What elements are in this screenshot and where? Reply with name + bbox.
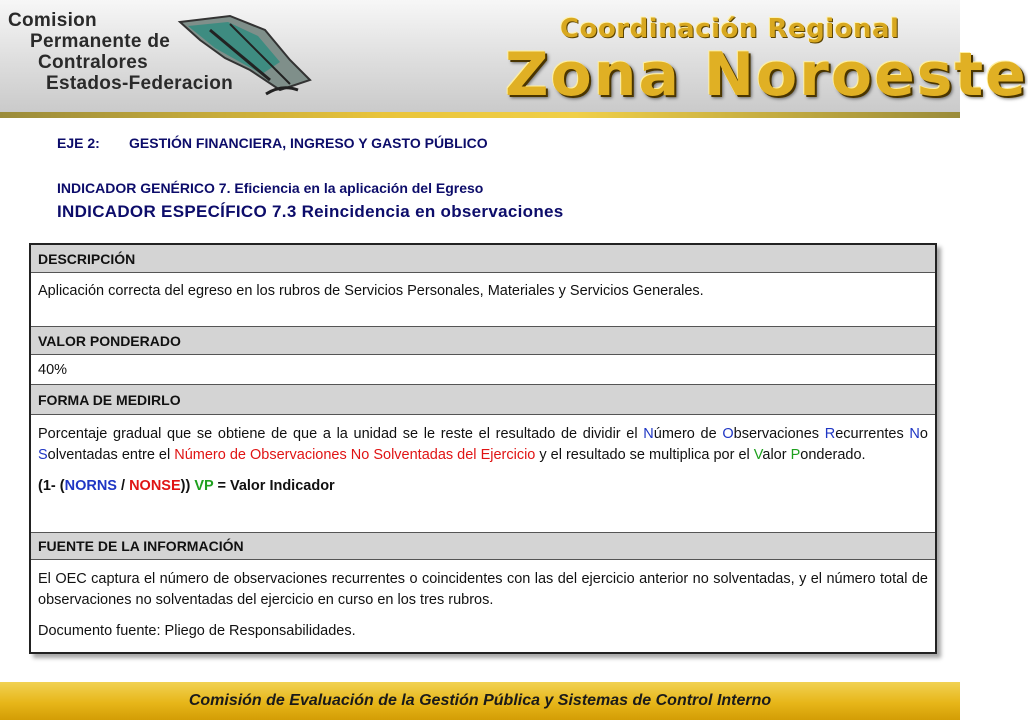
indicador-generico: INDICADOR GENÉRICO 7. Eficiencia en la aplicación del Egreso xyxy=(57,180,484,196)
fuente-cell xyxy=(31,560,935,652)
forma-description xyxy=(38,424,928,466)
eje-heading xyxy=(57,135,488,151)
norns-term: Número de Observaciones Recurrentes No Solventadas xyxy=(38,426,928,463)
banner-divider xyxy=(0,112,960,118)
indicador-especifico: INDICADOR ESPECÍFICO 7.3 Reincidencia en observaciones xyxy=(57,202,564,221)
eje-label: EJE 2: xyxy=(57,135,100,151)
nonse-term: Número de Observaciones No Solventadas del Ejercicio xyxy=(174,447,536,463)
logo-line-4: Estados-Federacion xyxy=(46,73,234,94)
zona-title: Zona Noroeste xyxy=(505,40,1028,110)
fuente-documento: Documento fuente: Pliego de Responsabilidades. xyxy=(38,623,356,639)
vp-term: Valor Ponderado. xyxy=(753,447,866,463)
forma-header: FORMA DE MEDIRLO xyxy=(31,385,935,415)
logo-line-3: Contralores xyxy=(38,52,148,73)
footer-text: Comisión de Evaluación de la Gestión Pública y Sistemas de Control Interno xyxy=(188,692,772,709)
forma-text-2: entre el xyxy=(117,447,175,463)
forma-text-3: y el resultado se multiplica por el xyxy=(535,447,754,463)
forma-cell xyxy=(31,415,935,533)
header-banner xyxy=(0,0,1028,118)
forma-text: Porcentaje gradual que se obtiene de que a la unidad se le reste el resultado de dividir el xyxy=(38,426,644,442)
fuente-header: FUENTE DE LA INFORMACIÓN xyxy=(31,533,935,560)
valor-cell: 40% xyxy=(31,355,935,385)
map-emblem-icon xyxy=(170,10,320,105)
valor-header: VALOR PONDERADO xyxy=(31,327,935,355)
indicator-table xyxy=(29,243,937,654)
eje-title: GESTIÓN FINANCIERA, INGRESO Y GASTO PÚBLICO xyxy=(129,135,488,151)
fuente-paragraph: El OEC captura el número de observaciones recurrentes o coincidentes con las del ejercicio anterior no solventadas, y el número total de observaciones no solventadas del ejercicio en curso en los tres rubros. xyxy=(38,571,928,608)
coordinacion-title: Coordinación Regional xyxy=(560,14,900,44)
descripcion-cell: Aplicación correcta del egreso en los rubros de Servicios Personales, Materiales y Servicios Generales. xyxy=(31,273,935,327)
formula: (1- (NORNS / NONSE)) VP = Valor Indicador xyxy=(38,478,335,494)
logo-line-1: Comision xyxy=(8,10,97,31)
logo-line-2: Permanente de xyxy=(30,31,171,52)
descripcion-header: DESCRIPCIÓN xyxy=(31,245,935,273)
footer-bar xyxy=(0,682,960,720)
